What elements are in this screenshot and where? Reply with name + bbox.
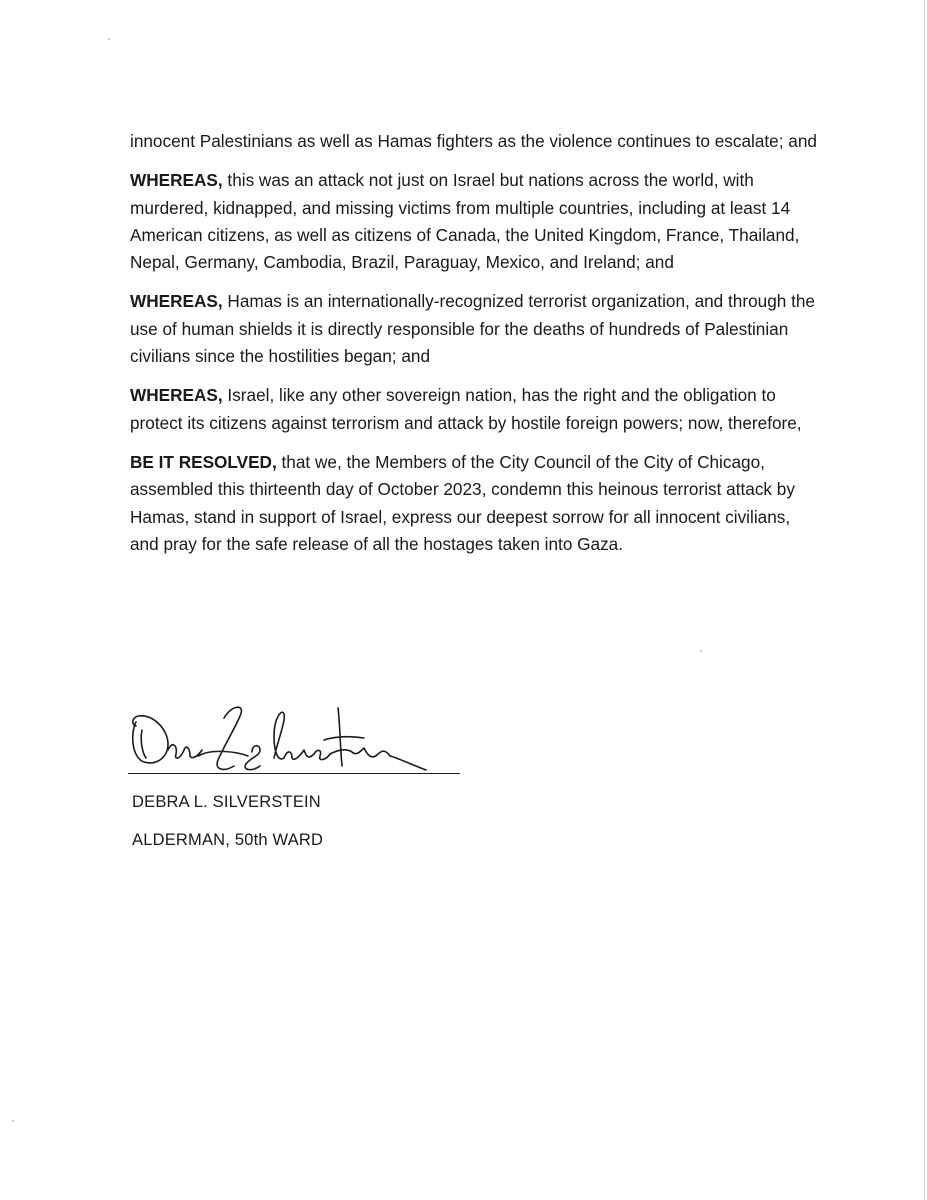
page-edge xyxy=(924,0,925,1200)
paragraph-lead: WHEREAS, xyxy=(130,291,223,312)
signature-line xyxy=(128,773,460,774)
handwritten-signature xyxy=(128,700,463,780)
paragraph-text: innocent Palestinians as well as Hamas fighters as the violence continues to escalate; and xyxy=(130,131,817,151)
paragraph-2 xyxy=(130,167,820,276)
scan-speck xyxy=(700,650,702,652)
paragraph-lead: WHEREAS, xyxy=(130,170,223,191)
signature-block xyxy=(128,700,463,780)
paragraph-4 xyxy=(130,382,820,437)
paragraph-lead: WHEREAS, xyxy=(130,385,223,406)
paragraph-lead: BE IT RESOLVED, xyxy=(130,451,277,472)
scan-speck xyxy=(12,1120,14,1122)
paragraph-3 xyxy=(130,288,820,370)
paragraph-text: Israel, like any other sovereign nation, has the right and the obligation to protect its citizens against terrorism and attack by hostile foreign powers; now, therefore, xyxy=(130,385,802,433)
paragraph-5 xyxy=(130,449,820,558)
paragraph-text: this was an attack not just on Israel but nations across the world, with murdered, kidnapped, and missing victims from multiple countries, including at least 14 American citizens, as well as citizens of Canada, the United Kingdom, France, Thailand, Nepal, Germany, Cambodia, Brazil, Paraguay, Mexico, and Ireland; and xyxy=(130,170,800,273)
scan-speck xyxy=(108,38,110,40)
paragraph-1 xyxy=(130,128,820,155)
resolution-body xyxy=(130,128,820,570)
signer-name: DEBRA L. SILVERSTEIN xyxy=(132,793,321,811)
paragraph-text: that we, the Members of the City Council of the City of Chicago, assembled this thirteenth day of October 2023, condemn this heinous terrorist attack by Hamas, stand in support of Israel, express our deepest sorrow for all innocent civilians, and pray for the safe release of all the hostages taken into Gaza. xyxy=(130,451,795,554)
signer-title: ALDERMAN, 50th WARD xyxy=(132,831,324,849)
paragraph-text: Hamas is an internationally-recognized terrorist organization, and through the use of human shields it is directly responsible for the deaths of hundreds of Palestinian civilians since the hostilities began; and xyxy=(130,291,815,367)
